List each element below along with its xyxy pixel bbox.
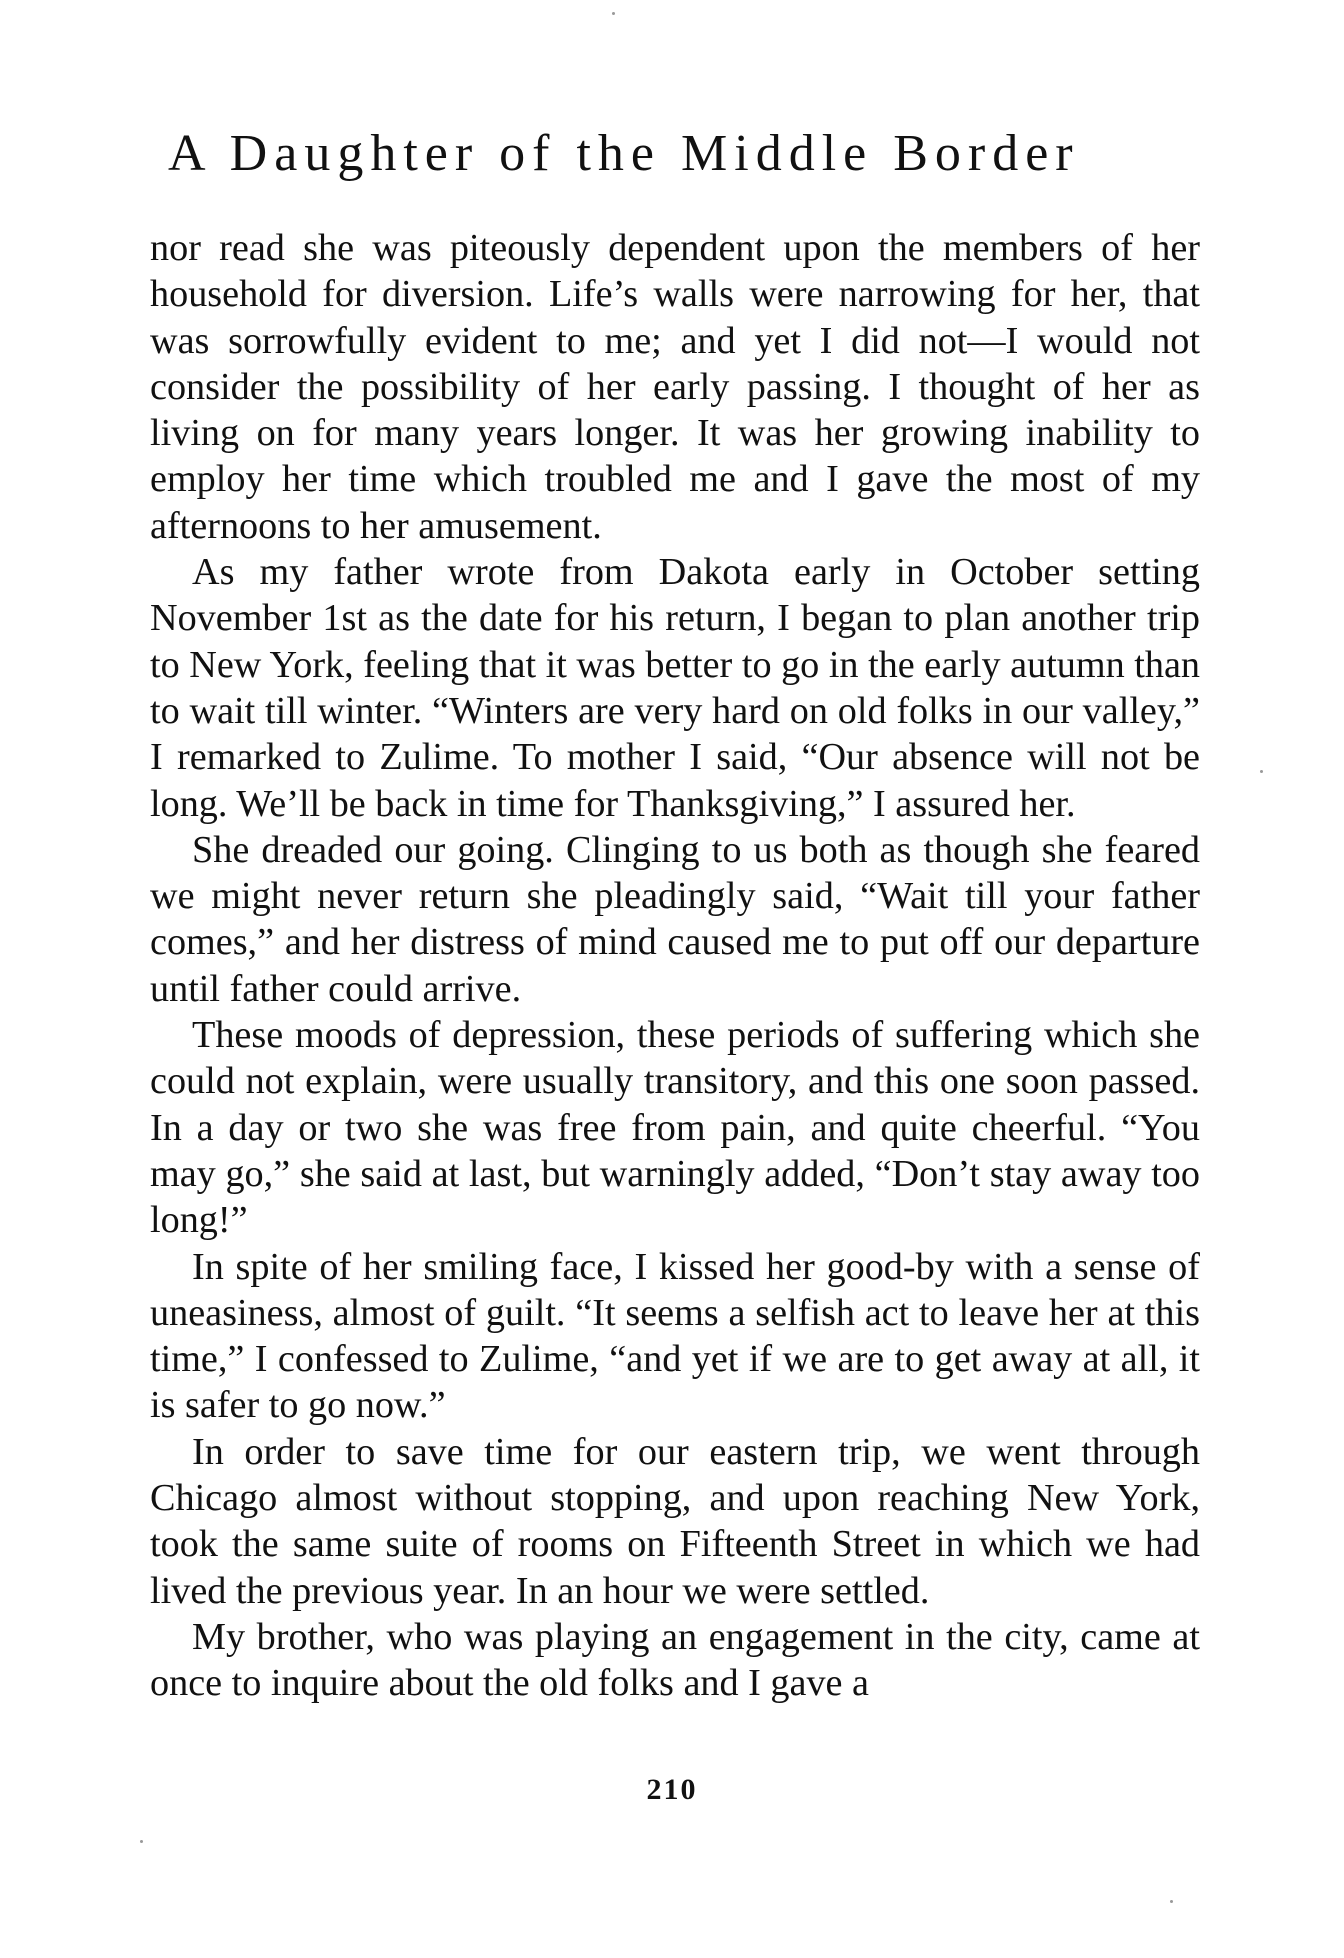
paragraph-5: In spite of her smiling face, I kissed her good-by with a sense of uneasiness, almost of guilt. “It seems a selfish act to leave her at this time,” I confessed to Zulime, “and yet if we are to get away at all, it is safer to go now.” <box>150 1245 1200 1427</box>
paragraph-2: As my father wrote from Dakota early in October setting November 1st as the date for his return, I began to plan another trip to New York, feeling that it was better to go in the early autumn than to wait till winter. “Winters are very hard on old folks in our valley,” I remarked to Zulime. To mother I said, “Our absence will not be long. We’ll be back in time for Thanksgiving,” I assured her. <box>150 551 1200 825</box>
paper-speck <box>612 12 615 15</box>
paragraph-1: nor read she was piteously dependent upon the members of her household for diversion. Life’s walls were narrowing for her, that was sorrowfully evident to me; and yet I did not—I would not consider the possibility of her early passing. I thought of her as living on for many years longer. It was her growing inability to employ her time which troubled me and I gave the most of my afternoons to her amusement. <box>150 227 1200 547</box>
running-head: A Daughter of the Middle Border <box>168 125 1080 182</box>
paper-speck <box>1170 1900 1173 1903</box>
paragraph-6: In order to save time for our eastern trip, we went through Chicago almost without stopping, and upon reaching New York, took the same suite of rooms on Fifteenth Street in which we had lived the previous year. In an hour we were settled. <box>150 1430 1200 1612</box>
paragraph-7: My brother, who was playing an engagement in the city, came at once to inquire about the old folks and I gave a <box>150 1615 1200 1705</box>
paragraph-3: She dreaded our going. Clinging to us both as though she feared we might never return she pleadingly said, “Wait till your father comes,” and her distress of mind caused me to put off our departure until father could arrive. <box>150 828 1200 1010</box>
page-number: 210 <box>646 1773 698 1806</box>
paragraph-4: These moods of depression, these periods of suffering which she could not explain, were usually transitory, and this one soon passed. In a day or two she was free from pain, and quite cheerful. “You may go,” she said at last, but warningly added, “Don’t stay away too long!” <box>150 1014 1200 1242</box>
body-text <box>150 225 1200 1707</box>
paper-speck <box>140 1840 143 1843</box>
paper-speck <box>1260 770 1263 773</box>
